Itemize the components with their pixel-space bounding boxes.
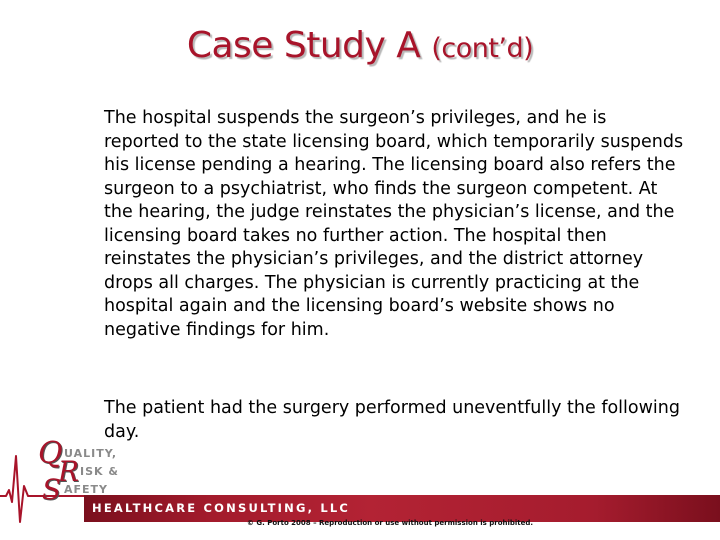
logo-word-safety: AFETY: [64, 483, 109, 496]
slide-title-main: Case Study A: [186, 25, 421, 66]
slide-title-sub: (cont’d): [431, 33, 534, 64]
logo-word-risk: ISK &: [80, 465, 119, 478]
copyright-notice: © G. Porto 2008 – Reproduction or use without permission is prohibited.: [246, 519, 534, 527]
slide-title: [0, 22, 720, 73]
case-paragraph-1: The hospital suspends the surgeon’s privileges, and he is reported to the state licensing board, which temporarily suspends his license pending a hearing. The licensing board also refers the surgeon to a psychiatrist, who finds the surgeon competent. At the hearing, the judge reinstates the physician’s license, and the licensing board takes no further action. The hospital then reinstates the physician’s privileges, and the district attorney drops all charges. The physician is currently practicing at the hospital again and the licensing board’s website shows no negative findings for him.: [104, 108, 684, 340]
logo-letter-q: Q: [38, 436, 63, 471]
case-paragraph-2: The patient had the surgery performed uneventfully the following day.: [104, 398, 680, 442]
logo-word-quality: UALITY,: [64, 447, 118, 460]
logo-letter-s: S: [42, 473, 62, 506]
logo-tagline: HEALTHCARE CONSULTING, LLC: [92, 501, 351, 515]
logo-letter-r: R: [58, 455, 80, 488]
